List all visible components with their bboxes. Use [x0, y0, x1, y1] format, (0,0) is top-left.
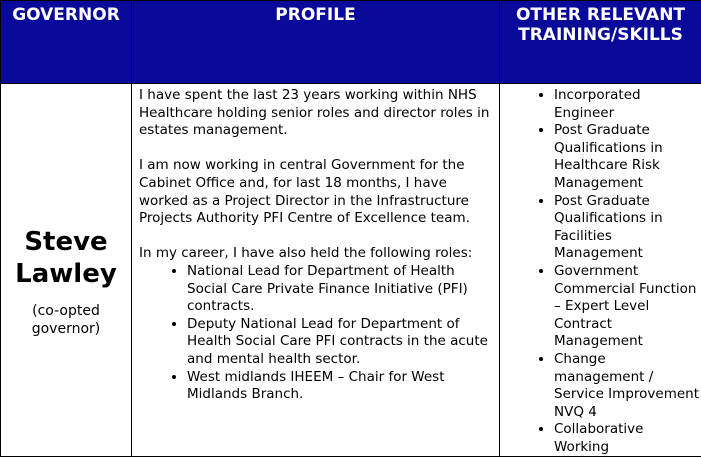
skill-item: • Collaborative Working [554, 421, 699, 456]
header-training-line1: OTHER RELEVANT [500, 5, 701, 25]
profile-role-item: • Deputy National Lead for Department of Health Social Care PFI contracts in the acute and mental health sector. [187, 316, 493, 369]
profile-paragraph: I am now working in central Government for the Cabinet Office and, for last 18 months, I have worked as a Project Director in the Infrastructure Projects Authority PFI Centre of Excellence team. [139, 157, 493, 227]
header-governor: GOVERNOR [1, 1, 132, 84]
header-profile: PROFILE [132, 1, 500, 84]
skill-item: • Post Graduate Qualifications in Healthcare Risk Management [554, 122, 699, 192]
header-training-skills [500, 1, 701, 84]
profile-paragraph: In my career, I have also held the following roles: [139, 245, 493, 263]
profile-role-item: • National Lead for Department of Health Social Care Private Finance Initiative (PFI) contracts. [187, 263, 493, 316]
profile-role-item: • West midlands IHEEM – Chair for West Midlands Branch. [187, 369, 493, 404]
governor-last-name: Lawley [1, 258, 131, 290]
profile-roles-list [139, 263, 493, 404]
skills-cell [500, 84, 701, 457]
governor-name-cell [1, 84, 132, 457]
governor-role-line2: governor) [1, 320, 131, 338]
profile-cell [132, 84, 500, 457]
skill-item: • Government Commercial Function – Expert Level Contract Management [554, 263, 699, 351]
governor-row [1, 84, 701, 457]
skill-item: • Change management / Service Improvement NVQ 4 [554, 351, 699, 421]
governor-role [1, 302, 131, 338]
skill-item: • Post Graduate Qualifications in Facilities Management [554, 193, 699, 263]
skill-item: • Incorporated Engineer [554, 87, 699, 122]
governor-first-name: Steve [1, 226, 131, 258]
skills-list [500, 87, 699, 456]
governor-role-line1: (co-opted [1, 302, 131, 320]
profile-paragraph: I have spent the last 23 years working within NHS Healthcare holding senior roles and director roles in estates management. [139, 87, 493, 140]
governor-name [1, 226, 131, 290]
header-training-line2: TRAINING/SKILLS [500, 25, 701, 45]
header-row [1, 1, 701, 84]
